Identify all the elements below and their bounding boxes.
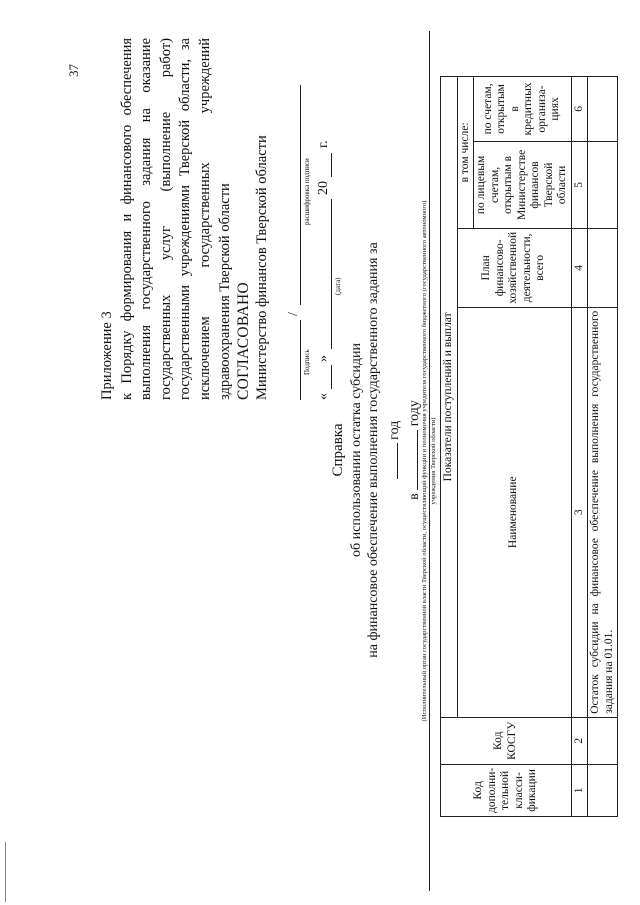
date-open-quote: « xyxy=(316,393,331,400)
report-subtitle-2-suffix: год xyxy=(386,420,402,440)
report-subtitle-3-suffix: году xyxy=(407,400,422,427)
column-number-1: 1 xyxy=(571,764,588,816)
subsidy-table xyxy=(440,76,618,817)
cell-additional-code xyxy=(588,764,618,816)
header-including: в том числе: xyxy=(457,76,474,228)
column-number-5: 5 xyxy=(571,141,588,228)
year-blank xyxy=(383,443,398,479)
decoding-caption: расшифровка подписи xyxy=(303,158,311,225)
scan-edge-mark xyxy=(5,842,6,902)
date-close-quote: » xyxy=(316,355,331,362)
signature-line xyxy=(300,320,301,400)
report-title: Справка xyxy=(330,423,346,477)
header-bank-accounts: по счетам, открытым в кредитных организа-циях xyxy=(474,76,572,141)
date-caption: (дата) xyxy=(334,277,342,295)
approval-organization: Министерство финансов Тверской области xyxy=(254,135,270,400)
usage-year-blank xyxy=(403,430,418,490)
table-row xyxy=(588,76,618,816)
header-indicators-group: Показатели поступлений и выплат xyxy=(441,76,458,717)
cell-bank-accounts xyxy=(588,76,618,141)
header-kosgu-code: Код КОСГУ xyxy=(441,717,572,764)
approval-block xyxy=(235,30,271,400)
cell-kosgu-code xyxy=(588,717,618,764)
cell-plan xyxy=(588,228,618,307)
year-prefix: 20 xyxy=(316,181,331,195)
header-plan: План финансово-хозяйственной деятельности, всего xyxy=(457,228,571,307)
approval-title: СОГЛАСОВАНО xyxy=(235,281,252,400)
page-number: 37 xyxy=(66,64,81,77)
founder-note-1: (Исполнительный орган государственной власти Тверской области, осуществляющий функции и полномочия учредителя государственного бюджетного (государственного автономного) xyxy=(421,200,428,722)
column-number-4: 4 xyxy=(571,228,588,307)
founder-note-2: учреждения Тверской области) xyxy=(430,417,437,505)
appendix-body: к Порядку формирования и финансового обеспечения выполнения государственного задания на оказание государственных услуг (выполнение работ) государственными учреждениями Тверской области, за исключением государственных учреждений здравоохранения Тверской области xyxy=(118,38,233,400)
report-subtitle-3-prefix: в xyxy=(407,493,422,500)
report-subtitle-2-prefix: на финансовое обеспечение выполнения государственного задания за xyxy=(366,242,381,658)
header-personal-accounts: по лицевым счетам, открытым в Министерстве финансов Тверской области xyxy=(474,141,572,228)
header-additional-code: Код дополни-тельной класси-фикации xyxy=(441,764,572,816)
column-number-3: 3 xyxy=(571,307,588,717)
year-line xyxy=(331,153,332,177)
cell-personal-accounts xyxy=(588,141,618,228)
signature-slash: / xyxy=(286,312,301,316)
appendix-block xyxy=(98,38,235,400)
column-number-6: 6 xyxy=(571,76,588,141)
signature-caption: Подпись xyxy=(303,349,311,375)
year-suffix: г. xyxy=(316,140,331,148)
appendix-title: Приложение 3 xyxy=(99,311,115,400)
header-name: Наименование xyxy=(457,307,571,717)
decoding-line xyxy=(300,85,301,305)
report-subtitle-2 xyxy=(365,230,403,670)
cell-name: Остаток субсидии на финансовое обеспечение выполнения государственного задания на 01.01. xyxy=(588,307,618,717)
report-subtitle-1: об использовании остатка субсидии xyxy=(348,343,364,557)
report-title-block xyxy=(330,230,424,670)
column-number-2: 2 xyxy=(571,717,588,764)
